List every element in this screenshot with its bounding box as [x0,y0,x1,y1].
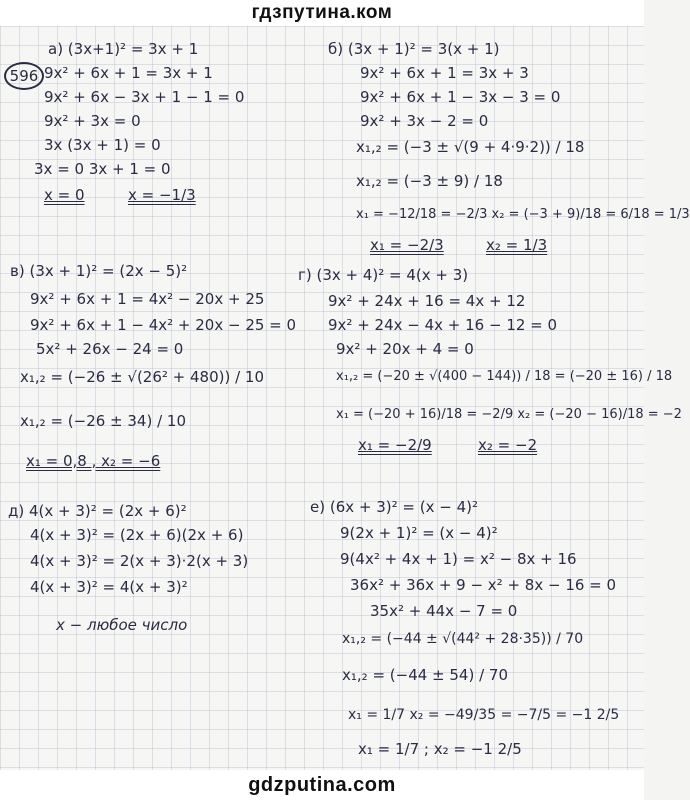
part-d-line-1: 4(x + 3)² = (2x + 6)(2x + 6) [30,526,244,544]
part-g-line-2: 9x² + 24x − 4x + 16 − 12 = 0 [328,316,558,334]
part-b-title: б) (3x + 1)² = 3(x + 1) [328,40,500,58]
part-b-line-5: x₁,₂ = (−3 ± 9) / 18 [356,172,503,190]
part-e-line-6: x₁,₂ = (−44 ± 54) / 70 [342,666,509,684]
site-watermark-top: гдзпутина.ком [0,0,644,26]
part-a-answer-1: x = 0 [44,186,85,204]
part-b-line-2: 9x² + 6x + 1 − 3x − 3 = 0 [360,88,561,106]
part-d-answer: x − любое число [56,616,188,634]
part-e-line-2: 9(4x² + 4x + 1) = x² − 8x + 16 [340,550,577,568]
part-v-line-5: x₁,₂ = (−26 ± 34) / 10 [20,412,187,430]
part-e-line-1: 9(2x + 1)² = (x − 4)² [340,524,498,542]
part-a-line-1: 9x² + 6x + 1 = 3x + 1 [44,64,213,82]
part-v-line-1: 9x² + 6x + 1 = 4x² − 20x + 25 [30,290,265,308]
part-g-line-1: 9x² + 24x + 16 = 4x + 12 [328,292,526,310]
part-b-line-3: 9x² + 3x − 2 = 0 [360,112,489,130]
part-g-line-5: x₁ = (−20 + 16)/18 = −2/9 x₂ = (−20 − 16)/18 = −2 [336,407,682,422]
part-e-line-4: 35x² + 44x − 7 = 0 [370,602,518,620]
part-e-line-5: x₁,₂ = (−44 ± √(44² + 28·35)) / 70 [342,631,584,647]
notebook-page [0,26,690,770]
problem-number: 596 [4,62,44,90]
part-v-title: в) (3x + 1)² = (2x − 5)² [10,262,188,280]
part-a-title: а) (3x+1)² = 3x + 1 [48,40,199,58]
part-a-line-3: 9x² + 3x = 0 [44,112,141,130]
part-g-answer-2: x₂ = −2 [478,436,538,454]
part-v-line-3: 5x² + 26x − 24 = 0 [36,340,184,358]
part-v-answer: x₁ = 0,8 , x₂ = −6 [26,452,161,470]
part-d-line-2: 4(x + 3)² = 2(x + 3)·2(x + 3) [30,552,249,570]
part-b-line-6: x₁ = −12/18 = −2/3 x₂ = (−3 + 9)/18 = 6/18 = 1/3 [356,207,690,222]
part-g-line-3: 9x² + 20x + 4 = 0 [336,340,474,358]
part-a-line-2: 9x² + 6x − 3x + 1 − 1 = 0 [44,88,245,106]
part-e-answer: x₁ = 1/7 ; x₂ = −1 2/5 [358,740,522,758]
part-a-line-5: 3x = 0 3x + 1 = 0 [34,160,171,178]
part-g-answer-1: x₁ = −2/9 [358,436,432,454]
part-a-line-4: 3x (3x + 1) = 0 [44,136,161,154]
part-a-answer-2: x = −1/3 [128,186,196,204]
part-b-line-1: 9x² + 6x + 1 = 3x + 3 [360,64,529,82]
part-v-line-4: x₁,₂ = (−26 ± √(26² + 480)) / 10 [20,368,265,386]
part-e-line-3: 36x² + 36x + 9 − x² + 8x − 16 = 0 [350,576,617,594]
part-b-answer-2: x₂ = 1/3 [486,236,548,254]
site-watermark-bottom: gdzputina.com [0,770,644,800]
part-g-title: г) (3x + 4)² = 4(x + 3) [298,266,469,284]
part-e-line-7: x₁ = 1/7 x₂ = −49/35 = −7/5 = −1 2/5 [348,707,620,723]
part-b-answer-1: x₁ = −2/3 [370,236,444,254]
part-d-line-3: 4(x + 3)² = 4(x + 3)² [30,578,188,596]
part-d-title: д) 4(x + 3)² = (2x + 6)² [8,502,187,520]
part-v-line-2: 9x² + 6x + 1 − 4x² + 20x − 25 = 0 [30,316,297,334]
part-b-line-4: x₁,₂ = (−3 ± √(9 + 4·9·2)) / 18 [356,138,585,156]
part-e-title: е) (6x + 3)² = (x − 4)² [310,498,478,516]
part-g-line-4: x₁,₂ = (−20 ± √(400 − 144)) / 18 = (−20 ± 16) / 18 [336,369,673,384]
